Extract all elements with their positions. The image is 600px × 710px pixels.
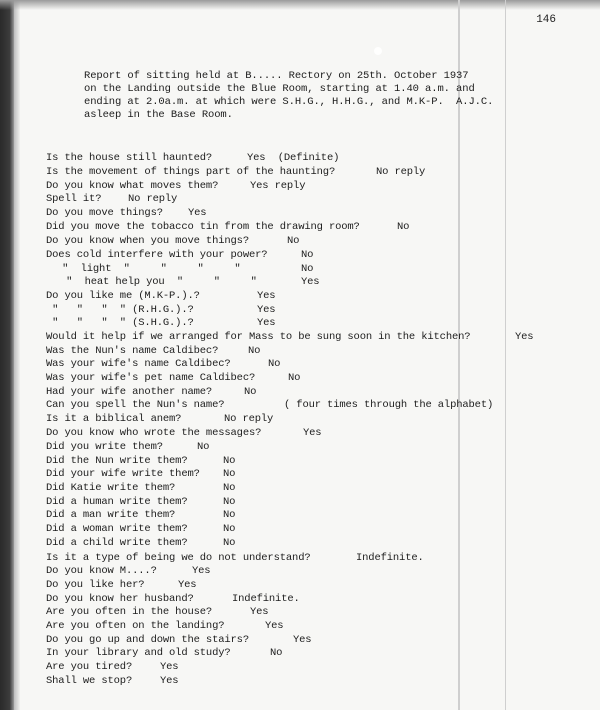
question-text: Is it a biblical anem? [46, 413, 182, 425]
question-text: Did your wife write them? [46, 468, 200, 480]
answer-text: Yes reply [250, 180, 306, 192]
answer-text: No [223, 482, 236, 494]
question-text: Is the house still haunted? [46, 152, 213, 164]
question-text: " " " " (S.H.G.).? [46, 317, 194, 329]
answer-text: No reply [224, 413, 274, 425]
question-text: Did a woman write them? [46, 523, 188, 535]
answer-text: Yes [265, 620, 284, 632]
answer-text: Yes (Definite) [247, 152, 340, 164]
scan-binding-edge [0, 0, 14, 710]
question-text: " heat help you " " " [60, 276, 257, 288]
answer-text: No [270, 647, 283, 659]
scan-edge-shadow [14, 0, 20, 710]
answer-text: Yes [257, 290, 276, 302]
question-text: Did Katie write them? [46, 482, 176, 494]
question-text: Do you go up and down the stairs? [46, 634, 249, 646]
question-text: Are you often in the house? [46, 606, 213, 618]
answer-text: Yes [293, 634, 312, 646]
answer-text: No [301, 263, 314, 275]
question-text: Do you know when you move things? [46, 235, 249, 247]
question-text: Does cold interfere with your power? [46, 249, 268, 261]
answer-text: No [268, 358, 281, 370]
question-text: Are you tired? [46, 661, 133, 673]
answer-text: No [223, 523, 236, 535]
question-text: Did you move the tobacco tin from the drawing room? [46, 221, 360, 233]
question-text: Had your wife another name? [46, 386, 213, 398]
question-text: Do you know who wrote the messages? [46, 427, 262, 439]
question-text: Do you know M....? [46, 565, 157, 577]
answer-text: No [301, 249, 314, 261]
question-text: Do you like me (M.K-P.).? [46, 290, 200, 302]
question-text: Are you often on the landing? [46, 620, 225, 632]
question-text: Do you know her husband? [46, 593, 194, 605]
answer-text: No [223, 455, 236, 467]
question-text: Did a man write them? [46, 509, 176, 521]
answer-text: No [223, 496, 236, 508]
answer-text: Yes [188, 207, 207, 219]
question-text: Did a human write them? [46, 496, 188, 508]
page-number: 146 [536, 14, 556, 26]
answer-text: Yes [250, 606, 269, 618]
answer-text: Yes [257, 317, 276, 329]
answer-text: Yes [178, 579, 197, 591]
answer-text: No [287, 235, 300, 247]
question-text: Do you move things? [46, 207, 163, 219]
answer-text: Yes [257, 304, 276, 316]
answer-text: Yes [515, 331, 534, 343]
question-text: Was the Nun's name Caldibec? [46, 345, 219, 357]
answer-text: No reply [376, 166, 426, 178]
scan-top-shadow [0, 0, 600, 10]
question-text: Do you like her? [46, 579, 145, 591]
question-text: Did you write them? [46, 441, 163, 453]
question-text: Was your wife's pet name Caldibec? [46, 372, 256, 384]
question-text: " " " " (R.H.G.).? [46, 304, 194, 316]
heading-line: ending at 2.0a.m. at which were S.H.G., H.H.G., and M.K-P. A.J.C. [84, 96, 494, 108]
question-text: " light " " " " [56, 263, 241, 275]
question-text: Spell it? [46, 193, 102, 205]
question-text: Is it a type of being we do not understand? [46, 552, 311, 564]
answer-text: No [223, 509, 236, 521]
answer-text: No [397, 221, 410, 233]
paper-blot [374, 47, 382, 55]
answer-text: Yes [192, 565, 211, 577]
answer-text: No [244, 386, 257, 398]
answer-text: Yes [160, 661, 179, 673]
answer-text: Indefinite. [356, 552, 424, 564]
answer-text: No [223, 468, 236, 480]
answer-text: No [223, 537, 236, 549]
answer-text: No [197, 441, 210, 453]
answer-text: Yes [303, 427, 322, 439]
question-text: Was your wife's name Caldibec? [46, 358, 231, 370]
heading-line: on the Landing outside the Blue Room, starting at 1.40 a.m. and [84, 83, 475, 95]
question-text: Do you know what moves them? [46, 180, 219, 192]
question-text: Shall we stop? [46, 675, 133, 687]
report-heading [84, 70, 554, 122]
answer-text: No [248, 345, 261, 357]
answer-text: Yes [160, 675, 179, 687]
heading-line: asleep in the Base Room. [84, 109, 233, 121]
question-text: Is the movement of things part of the haunting? [46, 166, 336, 178]
answer-text: ( four times through the alphabet) [284, 399, 494, 411]
answer-text: No [288, 372, 301, 384]
answer-text: No reply [128, 193, 178, 205]
question-text: Did the Nun write them? [46, 455, 188, 467]
question-text: In your library and old study? [46, 647, 231, 659]
heading-line: Report of sitting held at B..... Rectory on 25th. October 1937 [84, 70, 469, 82]
question-text: Did a child write them? [46, 537, 188, 549]
answer-text: Indefinite. [232, 593, 300, 605]
question-text: Would it help if we arranged for Mass to be sung soon in the kitchen? [46, 331, 471, 343]
question-text: Can you spell the Nun's name? [46, 399, 225, 411]
answer-text: Yes [301, 276, 320, 288]
